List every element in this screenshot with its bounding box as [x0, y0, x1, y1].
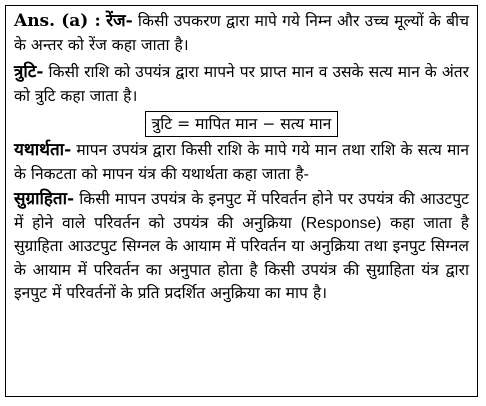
error-formula: त्रुटि = मापित मान − सत्य मान [145, 111, 339, 137]
sensitivity-definition-start: किसी मापन उपयंत्र के इनपुट में परिवर्तन होने पर उपयंत्र की आउटपुट में होने वाले परिवर्तन को उपयंत्र की अनुक्रिया [14, 190, 469, 232]
range-term: रेंज- [106, 11, 133, 31]
range-definition: किसी उपकरण द्वारा मापे गये निम्न और उच्च मूल्यों के बीच के अन्तर को रेंज कहा जाता है। [14, 12, 469, 54]
answer-label: Ans. (a) : [14, 11, 101, 31]
answer-box [5, 5, 478, 397]
range-paragraph [14, 10, 469, 57]
sensitivity-paragraph [14, 188, 469, 306]
sensitivity-term: सुग्राहिता- [14, 189, 75, 209]
response-term: (Response) [300, 214, 382, 232]
error-definition: किसी राशि को उपयंत्र द्वारा मापने पर प्राप्त मान व उसके सत्य मान के अंतर को त्रुटि कहा जाता है। [14, 63, 469, 105]
accuracy-term: यथार्थता- [14, 140, 72, 160]
error-term: त्रुटि- [14, 62, 44, 82]
error-formula-row [14, 111, 469, 137]
accuracy-definition: मापन उपयंत्र द्वारा किसी राशि के मापे गये मान तथा राशि के सत्य मान के निकटता को मापन यंत्र की यथार्थता कहा जाता है- [14, 141, 469, 183]
accuracy-paragraph [14, 139, 469, 186]
sensitivity-definition-end: कहा जाता है सुग्राहिता आउटपुट सिग्नल के आयाम में परिवर्तन या अनुक्रिया तथा इनपुट सिग्नल के आयाम में परिवर्तन का अनुपात होता है किसी उपयंत्र की सुग्राहिता यंत्र द्वारा इनपुट में परिवर्तनों के प्रति प्रदर्शित अनुक्रिया का माप है। [14, 213, 470, 302]
error-paragraph [14, 61, 469, 108]
